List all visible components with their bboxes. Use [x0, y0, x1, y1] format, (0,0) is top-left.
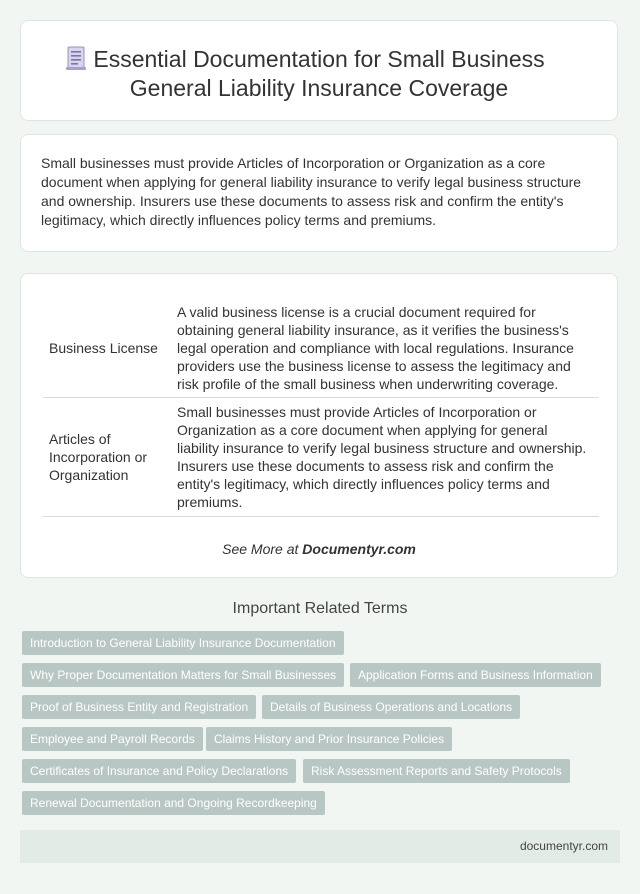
documents-table-card	[20, 273, 618, 578]
see-more-prefix: See More at	[222, 541, 303, 557]
related-terms-title: Important Related Terms	[232, 600, 408, 617]
related-term-tag[interactable]: Certificates of Insurance and Policy Declarations	[22, 759, 296, 783]
page-title-line2: General Liability Insurance Coverage	[129, 75, 509, 101]
footer-site[interactable]: documentyr.com	[519, 839, 608, 853]
footer	[20, 830, 620, 863]
see-more-site[interactable]: Documentyr.com	[302, 541, 416, 557]
see-more-link[interactable]	[21, 541, 617, 557]
related-term-tag[interactable]: Claims History and Prior Insurance Policies	[206, 727, 452, 751]
header-card	[20, 20, 618, 121]
related-term-tag[interactable]: Risk Assessment Reports and Safety Protocols	[303, 759, 570, 783]
related-term-tag[interactable]: Introduction to General Liability Insurance Documentation	[22, 631, 344, 655]
summary-card	[20, 134, 618, 252]
table-description: Small businesses must provide Articles of Incorporation or Organization as a core document when applying for general liability insurance to verify legal business structure and ownership. Insurers use these documents to assess risk and confirm the entity's legitimacy, which directly influences policy terms and premiums.	[171, 398, 599, 517]
related-term-tag[interactable]: Why Proper Documentation Matters for Small Businesses	[22, 663, 344, 687]
page-title-line1: Essential Documentation for Small Business	[93, 46, 545, 72]
documents-table	[43, 299, 599, 517]
related-term-tag[interactable]: Application Forms and Business Information	[350, 663, 601, 687]
table-description: A valid business license is a crucial document required for obtaining general liability insurance, as it verifies the business's legal operation and compliance with local regulations. Insurance providers use the business license to assess the legitimacy and risk profile of the small business when underwriting coverage.	[171, 299, 599, 398]
table-row	[43, 398, 599, 517]
related-term-tag[interactable]: Details of Business Operations and Locations	[262, 695, 520, 719]
related-term-tag[interactable]: Proof of Business Entity and Registration	[22, 695, 256, 719]
table-row	[43, 299, 599, 398]
table-term: Articles of Incorporation or Organization	[43, 398, 171, 517]
page-title	[21, 45, 617, 103]
table-term: Business License	[43, 299, 171, 398]
related-term-tag[interactable]: Renewal Documentation and Ongoing Recordkeeping	[22, 791, 325, 815]
summary-text: Small businesses must provide Articles of Incorporation or Organization as a core document when applying for general liability insurance to verify legal business structure and ownership. Insurers use these documents to assess risk and confirm the entity's legitimacy, which directly influences policy terms and premiums.	[41, 155, 582, 228]
related-term-tag[interactable]: Employee and Payroll Records	[22, 727, 203, 751]
